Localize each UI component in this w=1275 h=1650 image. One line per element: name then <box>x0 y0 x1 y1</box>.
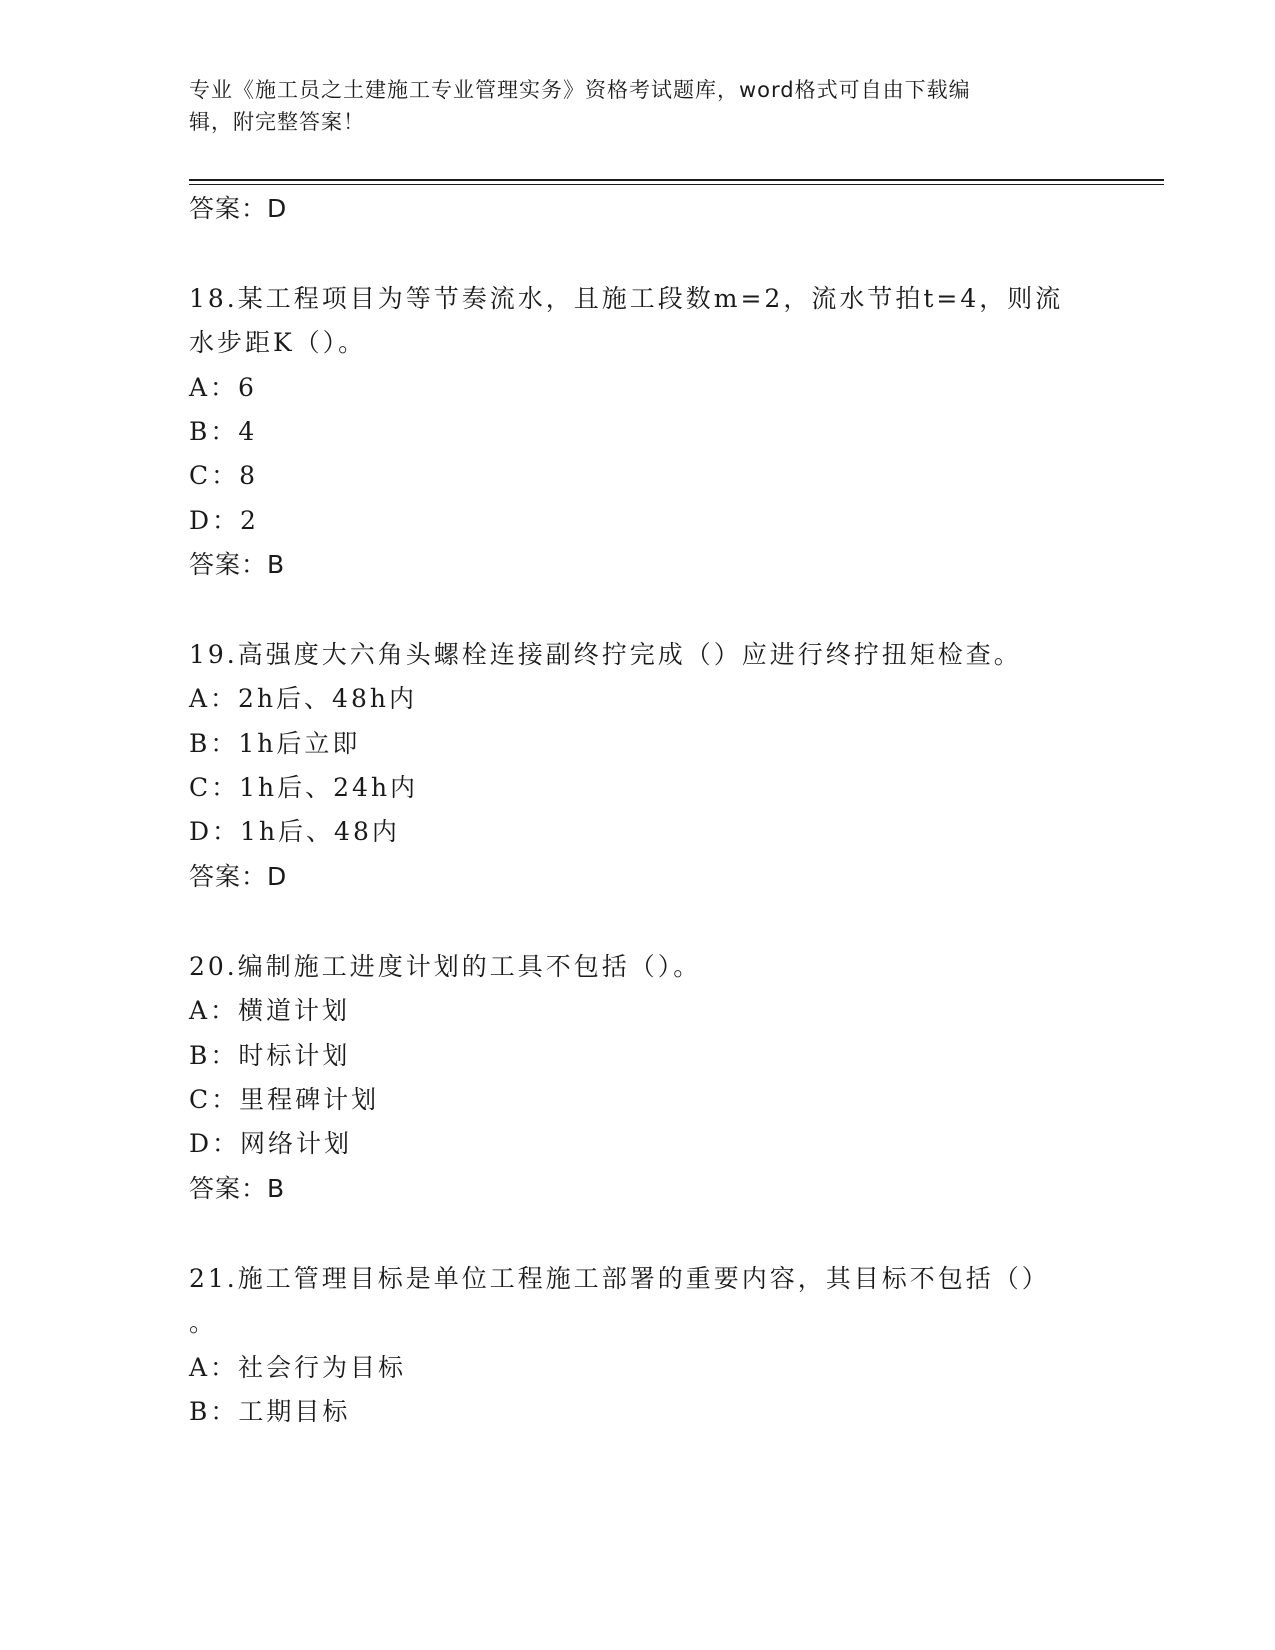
question-21-option-b: B：工期目标 <box>189 1397 351 1426</box>
header-line-1: 专业《施工员之土建施工专业管理实务》资格考试题库，word格式可自由下载编 <box>189 78 971 102</box>
question-19-option-b: B：1h后立即 <box>189 729 361 758</box>
question-20-stem-line-1: 20.编制施工进度计划的工具不包括（）。 <box>189 952 702 981</box>
previous-answer: 答案：D <box>189 194 288 223</box>
question-21-stem-line-2: 。 <box>189 1308 218 1337</box>
question-19-option-d: D：1h后、48内 <box>189 817 400 846</box>
question-18-stem-line-1: 18.某工程项目为等节奏流水，且施工段数m=2，流水节拍t=4，则流 <box>189 284 1064 313</box>
question-21-stem-line-1: 21.施工管理目标是单位工程施工部署的重要内容，其目标不包括（） <box>189 1264 1050 1293</box>
question-18-answer: 答案：B <box>189 550 286 579</box>
question-18-option-d: D：2 <box>189 506 259 535</box>
question-20-option-a: A：横道计划 <box>189 996 351 1025</box>
question-19-option-c: C：1h后、24h内 <box>189 773 419 802</box>
question-18-option-c: C：8 <box>189 461 259 490</box>
question-18-option-b: B：4 <box>189 417 258 446</box>
question-20-option-b: B：时标计划 <box>189 1041 351 1070</box>
question-21-option-a: A：社会行为目标 <box>189 1353 407 1382</box>
question-20-option-d: D：网络计划 <box>189 1129 353 1158</box>
question-19-answer: 答案：D <box>189 862 288 891</box>
header-rule-thin <box>189 184 1164 185</box>
question-19-option-a: A：2h后、48h内 <box>189 684 417 713</box>
question-18-option-a: A：6 <box>189 373 257 402</box>
document-header <box>189 74 1089 138</box>
header-line-2: 辑，附完整答案！ <box>189 110 365 134</box>
question-20-option-c: C：里程碑计划 <box>189 1085 380 1114</box>
question-18-stem-line-2: 水步距K（）。 <box>189 328 367 357</box>
header-rule-thick <box>189 179 1164 181</box>
question-20-answer: 答案：B <box>189 1174 286 1203</box>
question-19-stem-line-1: 19.高强度大六角头螺栓连接副终拧完成（）应进行终拧扭矩检查。 <box>189 640 1022 669</box>
